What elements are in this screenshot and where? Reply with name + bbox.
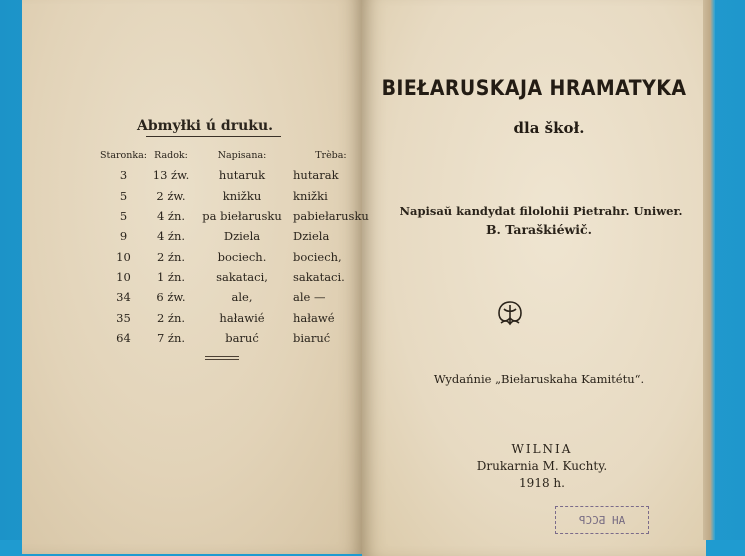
row-printed: pa biełarusku (202, 208, 282, 223)
row-page: 5 (119, 208, 128, 223)
errata-row (100, 308, 369, 328)
ornament-rule-bottom (205, 359, 239, 360)
col-header-line: Radok: (154, 150, 188, 161)
row-line: 2 źn. (156, 249, 186, 264)
ornament-rule-top (205, 356, 239, 357)
col-header-correct: Trèba: (315, 150, 347, 161)
errata-title-underline (146, 136, 281, 137)
col-header-page: Staronka: (100, 150, 147, 161)
book-subtitle: dla škoł. (513, 119, 585, 137)
errata-row (100, 267, 369, 287)
errata-body (100, 165, 369, 348)
row-printed: knižku (222, 188, 262, 203)
row-line: 4 źn. (156, 208, 186, 223)
errata-row (100, 185, 369, 205)
row-correct: hutarak (293, 168, 339, 183)
row-correct: biaruć (293, 331, 331, 346)
errata-row (100, 287, 369, 307)
row-correct: Dziela (293, 229, 330, 244)
row-page: 9 (119, 229, 128, 244)
author-credentials: Napisaŭ kandydat filolohii Pietrahr. Uniwer. (399, 204, 683, 218)
book-title: BIEŁARUSKAJA HRAMATYKA (381, 76, 687, 100)
row-page: 35 (116, 310, 131, 325)
row-page: 34 (116, 290, 131, 305)
row-line: 2 źw. (156, 188, 186, 203)
row-printed: haławié (219, 310, 265, 325)
row-line: 2 źn. (156, 310, 186, 325)
row-line: 6 źw. (156, 290, 186, 305)
row-correct: bociech, (293, 249, 342, 264)
publisher-line: Wydańnie „Biełaruskaha Kamitétu“. (433, 372, 645, 386)
row-line: 7 źn. (156, 331, 186, 346)
errata-row (100, 226, 369, 246)
library-stamp (555, 506, 649, 534)
imprint-year: 1918 h. (519, 476, 565, 490)
row-page: 10 (116, 270, 131, 285)
row-line: 4 źn. (156, 229, 186, 244)
row-page: 3 (119, 168, 128, 183)
row-line: 13 źw. (152, 168, 190, 183)
row-printed: bociech. (217, 249, 267, 264)
row-printed: baruć (225, 331, 259, 346)
errata-row (100, 206, 369, 226)
row-correct: haławé (293, 310, 335, 325)
library-stamp-text: AH БССР (578, 513, 626, 527)
row-correct: pabiełarusku (293, 208, 369, 223)
row-correct: sakataci. (293, 270, 345, 285)
row-printed: ale, (231, 290, 253, 305)
row-page: 64 (116, 331, 131, 346)
imprint-city: WILNIA (511, 442, 573, 456)
row-page: 10 (116, 249, 131, 264)
row-printed: Dziela (223, 229, 261, 244)
errata-row (100, 247, 369, 267)
author-name: B. Taraškiéwič. (485, 222, 593, 237)
errata-title: Abmyłki ú druku. (136, 118, 274, 134)
ornament-icon (493, 296, 527, 330)
row-printed: hutaruk (218, 168, 266, 183)
row-page: 5 (119, 188, 128, 203)
row-correct: knižki (293, 188, 328, 203)
col-header-printed: Napisana: (217, 150, 267, 161)
errata-header-row (100, 150, 369, 165)
row-line: 1 źn. (156, 270, 186, 285)
errata-row (100, 165, 369, 185)
row-printed: sakataci, (216, 270, 268, 285)
errata-table (100, 150, 369, 348)
errata-row (100, 328, 369, 348)
row-correct: ale — (293, 290, 326, 305)
imprint-printer: Drukarnia M. Kuchty. (476, 459, 608, 473)
